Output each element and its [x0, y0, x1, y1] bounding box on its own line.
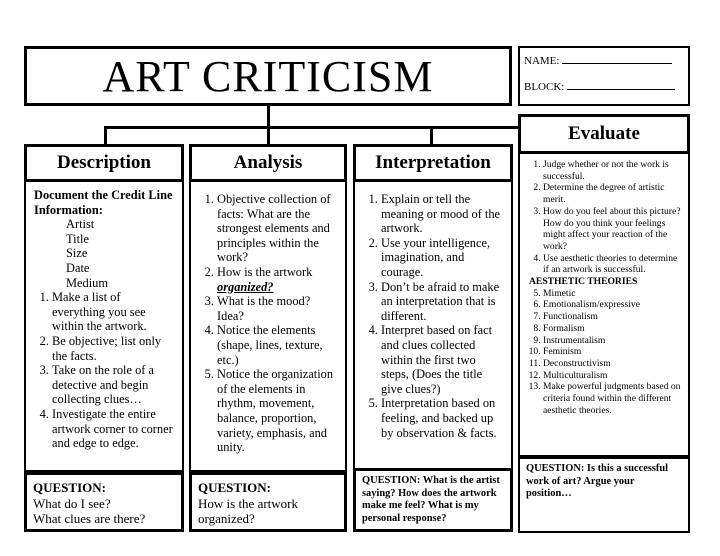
description-question-line: What do I see?: [33, 495, 111, 511]
description-question-label: QUESTION:: [33, 480, 106, 495]
credit-item: Size: [66, 246, 88, 261]
credit-line-intro: Document the Credit Line Information:: [34, 188, 173, 217]
analysis-question-label: QUESTION:: [198, 480, 271, 495]
theory-item: 9. Instrumentalism: [543, 335, 684, 347]
description-item: 1. Make a list of everything you see within the artwork.: [52, 290, 176, 334]
evaluate-body: [518, 152, 690, 457]
description-body: [24, 180, 184, 472]
description-header: [24, 144, 184, 182]
evaluate-title: Evaluate: [568, 123, 640, 144]
connector-analysis: [267, 126, 270, 146]
interpretation-body: [353, 180, 513, 470]
theory-item: 5. Mimetic: [543, 288, 684, 300]
interpretation-item: 3. Don’t be afraid to make an interpretation that is different.: [381, 280, 505, 324]
analysis-question-text: How is the artwork organized?: [198, 495, 299, 526]
evaluate-list: [525, 159, 684, 276]
name-label: NAME:: [524, 55, 560, 67]
theory-item: 11. Deconstructivism: [543, 358, 684, 370]
organized-emphasis: organized?: [217, 279, 274, 294]
theory-item: 7. Functionalism: [543, 311, 684, 323]
credit-item: Medium: [66, 275, 108, 290]
interpretation-item: 5. Interpretation based on feeling, and backed up by observation & facts.: [381, 396, 505, 440]
theory-item: 6. Emotionalism/expressive: [543, 299, 684, 311]
analysis-item: 5. Notice the organization of the elements in rhythm, movement, balance, proportion, variety, emphasis, and unity.: [217, 367, 339, 455]
interpretation-title: Interpretation: [375, 152, 491, 173]
analysis-header: [189, 144, 347, 182]
description-question: [24, 472, 184, 532]
interpretation-header: [353, 144, 513, 182]
name-block-box: [518, 46, 690, 106]
evaluate-item: 2. Determine the degree of artistic merit.: [543, 182, 684, 205]
evaluate-item: 4. Use aesthetic theories to determine if an artwork is successful.: [543, 253, 684, 276]
analysis-item2-text: How is the artwork: [217, 264, 313, 279]
credit-item: Date: [66, 260, 90, 275]
interpretation-question: [353, 468, 513, 532]
theory-item: 8. Formalism: [543, 323, 684, 335]
theory-item: 10. Feminism: [543, 346, 684, 358]
block-label: BLOCK:: [524, 81, 565, 93]
evaluate-question: [518, 457, 690, 533]
connector-interpretation: [430, 126, 433, 146]
theories-list: [525, 288, 684, 417]
description-list: [34, 290, 176, 451]
evaluate-question-text: QUESTION: Is this a successful work of art? Argue your position…: [526, 463, 669, 500]
credit-item: Artist: [66, 217, 95, 232]
analysis-item: 4. Notice the elements (shape, lines, texture, etc.): [217, 323, 339, 367]
interpretation-item: 1. Explain or tell the meaning or mood of the artwork.: [381, 192, 505, 236]
analysis-question: [189, 472, 347, 532]
description-item: 2. Be objective; list only the facts.: [52, 334, 176, 363]
connector-description: [104, 126, 107, 146]
analysis-item: [217, 265, 339, 294]
evaluate-item: 1. Judge whether or not the work is successful.: [543, 159, 684, 182]
page-title: ART CRITICISM: [24, 46, 512, 106]
theory-item: 13. Make powerful judgments based on criteria found within the different aesthetic theories.: [543, 381, 684, 416]
analysis-body: [189, 180, 347, 472]
interpretation-question-text: QUESTION: What is the artist saying? How does the artwork make me feel? What is my personal response?: [362, 475, 500, 524]
description-title: Description: [57, 152, 151, 173]
aesthetic-theories-heading: AESTHETIC THEORIES: [529, 276, 638, 288]
analysis-item: 3. What is the mood? Idea?: [217, 294, 339, 323]
connector-vertical-main: [267, 104, 270, 128]
evaluate-item: 3. How do you feel about this picture? How do you think your feelings might affect your reaction of the work?: [543, 206, 684, 253]
block-field[interactable]: [567, 78, 675, 90]
evaluate-header: [518, 114, 690, 154]
interpretation-item: 4. Interpret based on fact and clues collected within the first two steps, (Does the title give clues?): [381, 323, 505, 396]
interpretation-item: 2. Use your intelligence, imagination, and courage.: [381, 236, 505, 280]
description-question-line: What clues are there?: [33, 511, 146, 526]
interpretation-list: [363, 192, 505, 440]
analysis-title: Analysis: [233, 152, 303, 173]
name-field[interactable]: [562, 52, 672, 64]
description-item: 4. Investigate the entire artwork corner to corner and edge to edge.: [52, 407, 176, 451]
analysis-list: [199, 192, 339, 455]
credit-item: Title: [66, 231, 89, 246]
description-item: 3. Take on the role of a detective and begin collecting clues…: [52, 363, 176, 407]
analysis-item: 1. Objective collection of facts: What are the strongest elements and principles within the work?: [217, 192, 339, 265]
theory-item: 12. Multiculturalism: [543, 370, 684, 382]
